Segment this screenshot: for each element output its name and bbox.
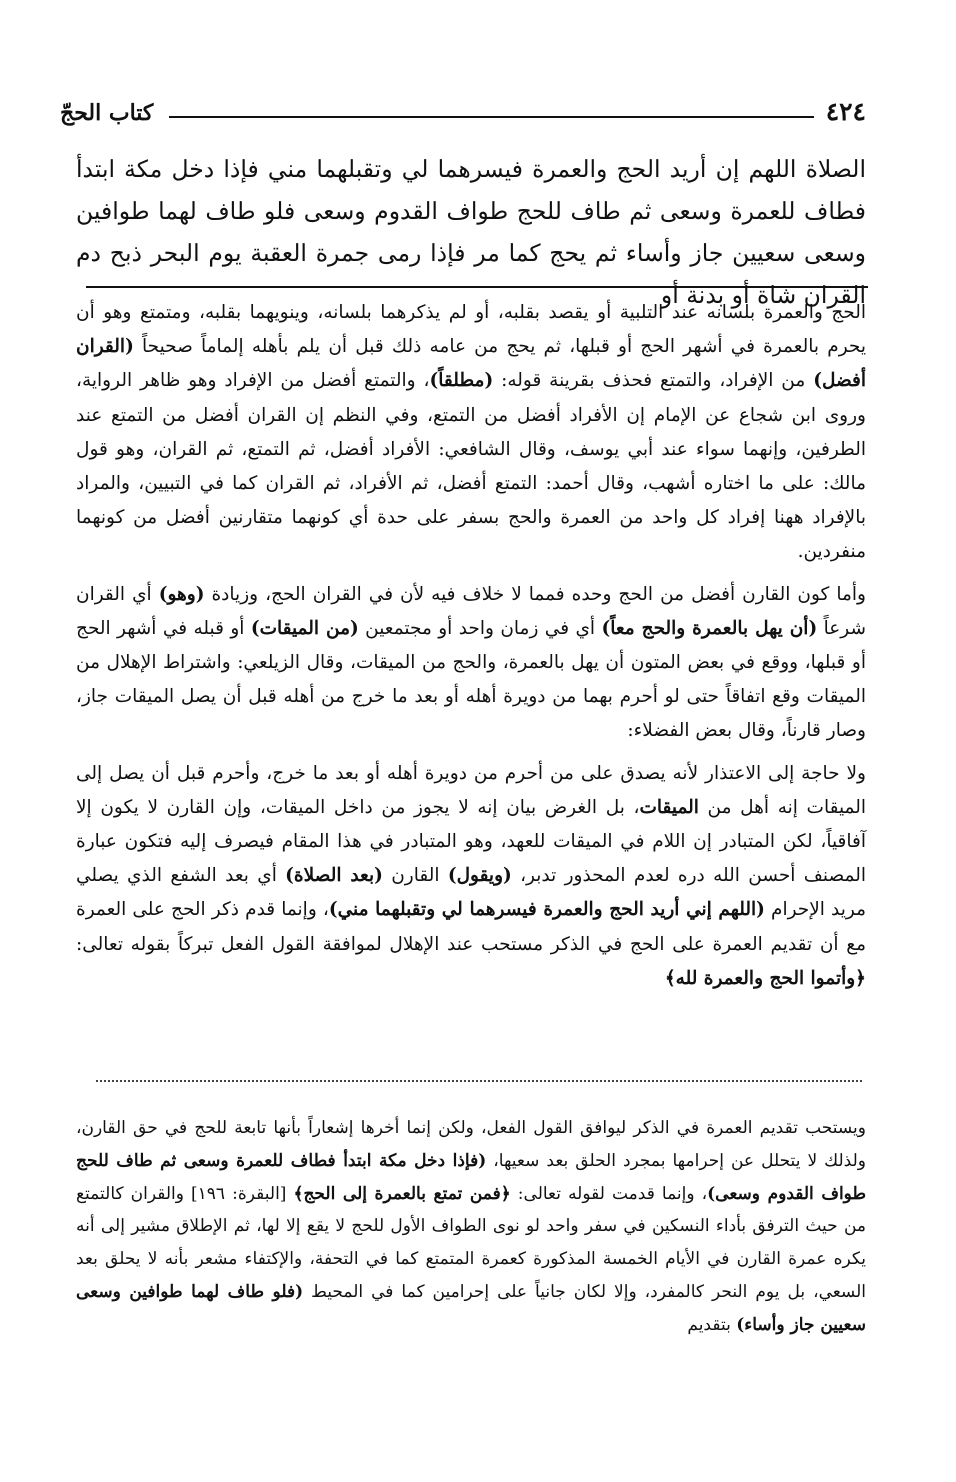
text-run: بتقديم xyxy=(687,1314,737,1335)
footnote-separator xyxy=(96,1080,862,1082)
text-run: أي في زمان واحد أو مجتمعين xyxy=(358,617,602,639)
sharh-paragraph-2 xyxy=(76,578,866,749)
text-run: [البقرة: ١٩٦] والقران كالتمتع من حيث الترفق بأداء النسكين في سفر واحد لو نوى الطواف الأول للحج لا يقع إلا لها، ثم الإطلاق مشير إلى أنه يكره عمرة القارن في الأيام الخمسة المذكورة كعمرة المتمتع كما في التحفة، والإكتفاء مشعر بأنه لا يحلق بعد السعي، بل يوم النحر كالمفرد، وإلا لكان جانياً على إحرامين كما في المحيط xyxy=(76,1183,867,1302)
text-run: ، بل الغرض بيان إنه لا يجوز من داخل الميقات، وإن القارن لا يكون إلا آفاقياً، لكن المتبادر إن اللام في الميقات للعهد، وهو المتبادر في هذا المقام فيصرف إليه فتكون عبارة المصنف أحسن الله دره لعدم المحذور تدبر، xyxy=(76,796,866,887)
matn-text xyxy=(76,148,866,316)
text-run: القارن xyxy=(382,865,448,887)
quoted-matn: (من الميقات) xyxy=(250,617,359,639)
text-run: الحج والعمرة بلسانه عند التلبية أو يقصد بقلبه، أو لم يذكرهما بلسانه، وينويهما بقلبه، ومتمتع وهو أن يحرم بالعمرة في أشهر الحج أو قبلها، ثم يحج من عامه ذلك قبل أن يلم بأهله إلماماً صحيحاً xyxy=(76,302,866,358)
text-run: أو قبله في أشهر الحج أو قبلها، ووقع في بعض المتون أن يهل بالعمرة، والحج من الميقات، وقال الزيلعي: واشتراط الإهلال من الميقات وقع اتفاقاً حتى لو أحرم بهما من دويرة أهله أو بعد ما خرج من أهله قبل أن يصل الميقات جاز، وصار قارناً، وقال بعض الفضلاء: xyxy=(76,617,866,742)
hashiya-continuation xyxy=(76,1112,866,1342)
book-title: كتاب الحجّ xyxy=(60,100,154,126)
quoted-matn: الميقات xyxy=(639,796,699,818)
text-run: من الإفراد، والتمتع فحذف بقرينة قوله: xyxy=(493,370,814,392)
text-run: أي بعد الشفع الذي يصلي مريد الإحرام xyxy=(76,865,866,921)
text-run: وأما كون القارن أفضل من الحج وحده فمما لا خلاف فيه لأن في القران الحج، وزيادة xyxy=(204,583,866,605)
text-run: ، وإنما قدم ذكر الحج على العمرة مع أن تقديم العمرة على الحج في الذكر مستحب عند الإهلال لموافقة القول الفعل تبركاً بقوله تعالى: xyxy=(76,899,866,955)
sharh-paragraph-1 xyxy=(76,296,866,570)
quoted-matn: (أن يهل بالعمرة والحج معاً) xyxy=(601,617,818,639)
quoted-matn: (مطلقاً) xyxy=(429,370,494,392)
quoted-matn: (فإذا دخل مكة ابتدأ فطاف للعمرة وسعى ثم طاف للحج طواف القدوم وسعى) xyxy=(76,1150,866,1204)
header-rule xyxy=(169,116,813,118)
text-run: ، وإنما قدمت لقوله تعالى: xyxy=(510,1183,708,1204)
matn-paragraph: الصلاة اللهم إن أريد الحج والعمرة فيسرهما لي وتقبلهما مني فإذا دخل مكة ابتدأ فطاف للعمرة وسعى ثم طاف للحج طواف القدوم وسعى فلو طاف لهما طوافين وسعى سعيين جاز وأساء ثم يحج كما مر فإذا رمى جمرة العقبة يوم البحر ذبح دم القران شاة أو بدنة أو xyxy=(76,155,866,309)
quoted-matn: (ويقول) xyxy=(447,865,512,887)
text-run: أي القران شرعاً xyxy=(76,583,866,639)
quran-quote: ﴿فمن تمتع بالعمرة إلى الحج﴾ xyxy=(293,1183,511,1204)
quoted-matn: (القران أفضل) xyxy=(76,336,866,392)
sharh-paragraph-3 xyxy=(76,757,866,996)
text-run: ويستحب تقديم العمرة في الذكر ليوافق القول الفعل، ولكن إنما أخرها إشعاراً بأنها تابعة للحج في حق القارن، ولذلك لا يتحلل عن إحرامها بمجرد الحلق بعد سعيها، xyxy=(76,1118,866,1171)
quran-quote: ﴿وأتموا الحج والعمرة لله﴾ xyxy=(664,967,866,989)
matn-separator xyxy=(86,286,868,288)
page-header xyxy=(60,86,866,126)
quoted-matn: (فلو طاف لهما طوافين وسعى سعيين جاز وأساء) xyxy=(76,1281,866,1335)
text-run: ، والتمتع أفضل من الإفراد وهو ظاهر الرواية، وروى ابن شجاع عن الإمام إن الأفراد أفضل من التمتع، وفي النظم إن القران أفضل من التمتع عند الطرفين، وإنهما سواء عند أبي يوسف، وقال الشافعي: الأفراد أفضل، ثم التمتع، ثم القران، وهو قول مالك: على ما اختاره أشهب، وقال أحمد: التمتع أفضل، ثم الأفراد، ثم القران كما في التبيين، والمراد بالإفراد ههنا إفراد كل واحد من العمرة والحج بسفر على حدة أي كونهما متقارنين أفضل من كونهما منفردين. xyxy=(76,370,866,563)
hashiya-paragraph xyxy=(76,1112,866,1342)
text-run: ولا حاجة إلى الاعتذار لأنه يصدق على من أحرم من دويرة أهله أو بعد ما خرج، وأحرم قبل أن يصل إلى الميقات إنه أهل من xyxy=(76,762,867,818)
quoted-matn: (اللهم إني أريد الحج والعمرة فيسرهما لي وتقبلهما مني) xyxy=(328,899,765,921)
sharh-commentary xyxy=(76,296,866,1002)
page-number: ٤٢٤ xyxy=(825,97,866,126)
quoted-matn: (بعد الصلاة) xyxy=(285,865,383,887)
quoted-matn: (وهو) xyxy=(158,583,205,605)
